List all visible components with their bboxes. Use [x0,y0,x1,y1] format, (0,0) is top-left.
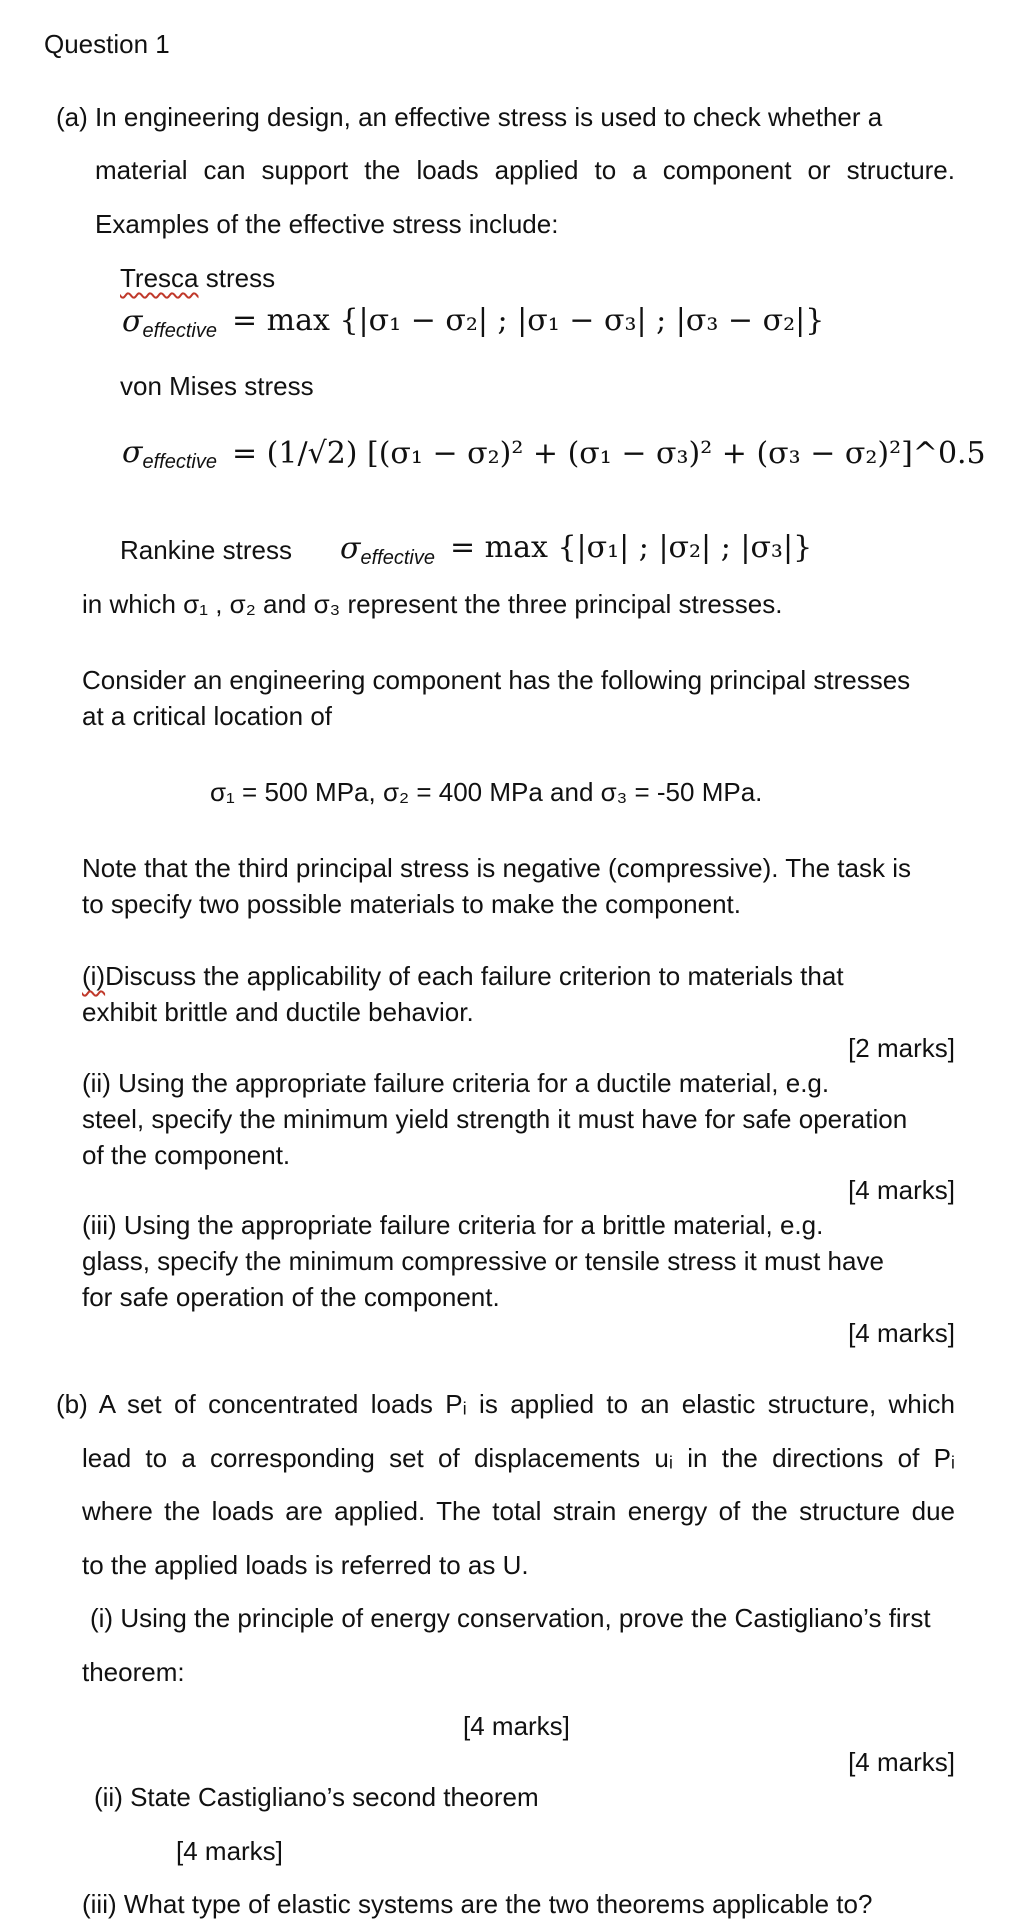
sigma-effective-symbol-3: $\sigma_{effective}$ [340,531,435,569]
question-a-ii-line3: of the component. [82,1140,291,1170]
tresca-label-word: Tresca [120,263,199,293]
question-a-iii-line1: (iii) Using the appropriate failure criteria for a brittle material, e.g. [82,1210,824,1240]
question-b-ii-marks: [4 marks] [176,1836,283,1866]
part-b-line3: where the loads are applied. The total strain energy of the structure due [82,1496,955,1526]
question-a-ii-marks: [4 marks] [848,1175,955,1205]
von-mises-label: von Mises stress [120,371,314,401]
consider-line1: Consider an engineering component has the following principal stresses [82,665,911,695]
question-b-i-line1: (i) Using the principle of energy conservation, prove the Castigliano’s first [90,1603,931,1633]
part-b-line2: lead to a corresponding set of displacements uᵢ in the directions of Pᵢ [82,1443,955,1473]
part-a-intro-line2: material can support the loads applied to a component or structure. [95,155,955,185]
question-a-iii-marks: [4 marks] [848,1318,955,1348]
note-line2: to specify two possible materials to make the component. [82,889,741,919]
tresca-label [120,262,275,294]
question-b-i-marks-center: [4 marks] [463,1711,570,1741]
principal-stresses-note: in which σ₁ , σ₂ and σ₃ represent the three principal stresses. [82,589,783,619]
question-a-i-text: Discuss the applicability of each failure criterion to materials that [105,961,844,991]
note-line1: Note that the third principal stress is negative (compressive). The task is [82,853,911,883]
question-title: Question 1 [44,29,170,59]
tresca-label-rest: stress [198,263,276,293]
part-b-line4: to the applied loads is referred to as U. [82,1550,529,1580]
part-b-line1: (b) A set of concentrated loads Pᵢ is applied to an elastic structure, which [56,1389,955,1419]
question-a-ii-line1: (ii) Using the appropriate failure criteria for a ductile material, e.g. [82,1068,830,1098]
sigma-effective-symbol-1: $\sigma_{effective}$ [122,304,217,342]
rankine-formula: = max {|σ₁| ; |σ₂| ; |σ₃|} [450,530,813,565]
question-a-i-number: (i) [82,961,106,991]
principal-stress-values: σ₁ = 500 MPa, σ₂ = 400 MPa and σ₃ = -50 MPa. [210,777,763,807]
question-b-ii-line: (ii) State Castigliano’s second theorem [94,1782,539,1812]
rankine-label: Rankine stress [120,535,292,565]
question-a-ii-line2: steel, specify the minimum yield strength it must have for safe operation [82,1104,908,1134]
question-b-i-marks-right: [4 marks] [848,1747,955,1777]
part-a-intro-line1: (a) In engineering design, an effective stress is used to check whether a [56,102,883,132]
question-b-i-line2: theorem: [82,1657,185,1687]
question-b-iii-line: (iii) What type of elastic systems are the two theorems applicable to? [82,1889,873,1919]
consider-line2: at a critical location of [82,701,333,731]
tresca-formula: = max {|σ₁ − σ₂| ; |σ₁ − σ₃| ; |σ₃ − σ₂|} [232,303,825,338]
question-a-i-line2: exhibit brittle and ductile behavior. [82,997,474,1027]
part-a-intro-line3: Examples of the effective stress include: [95,209,559,239]
question-a-iii-line2: glass, specify the minimum compressive or tensile stress it must have [82,1246,884,1276]
von-mises-formula: = (1/√2) [(σ₁ − σ₂)² + (σ₁ − σ₃)² + (σ₃ − σ₂)²]^0.5 [232,436,986,471]
question-a-i-line1 [82,960,844,992]
sigma-effective-symbol-2: $\sigma_{effective}$ [122,435,217,473]
question-a-i-marks: [2 marks] [848,1033,955,1063]
question-a-iii-line3: for safe operation of the component. [82,1282,500,1312]
